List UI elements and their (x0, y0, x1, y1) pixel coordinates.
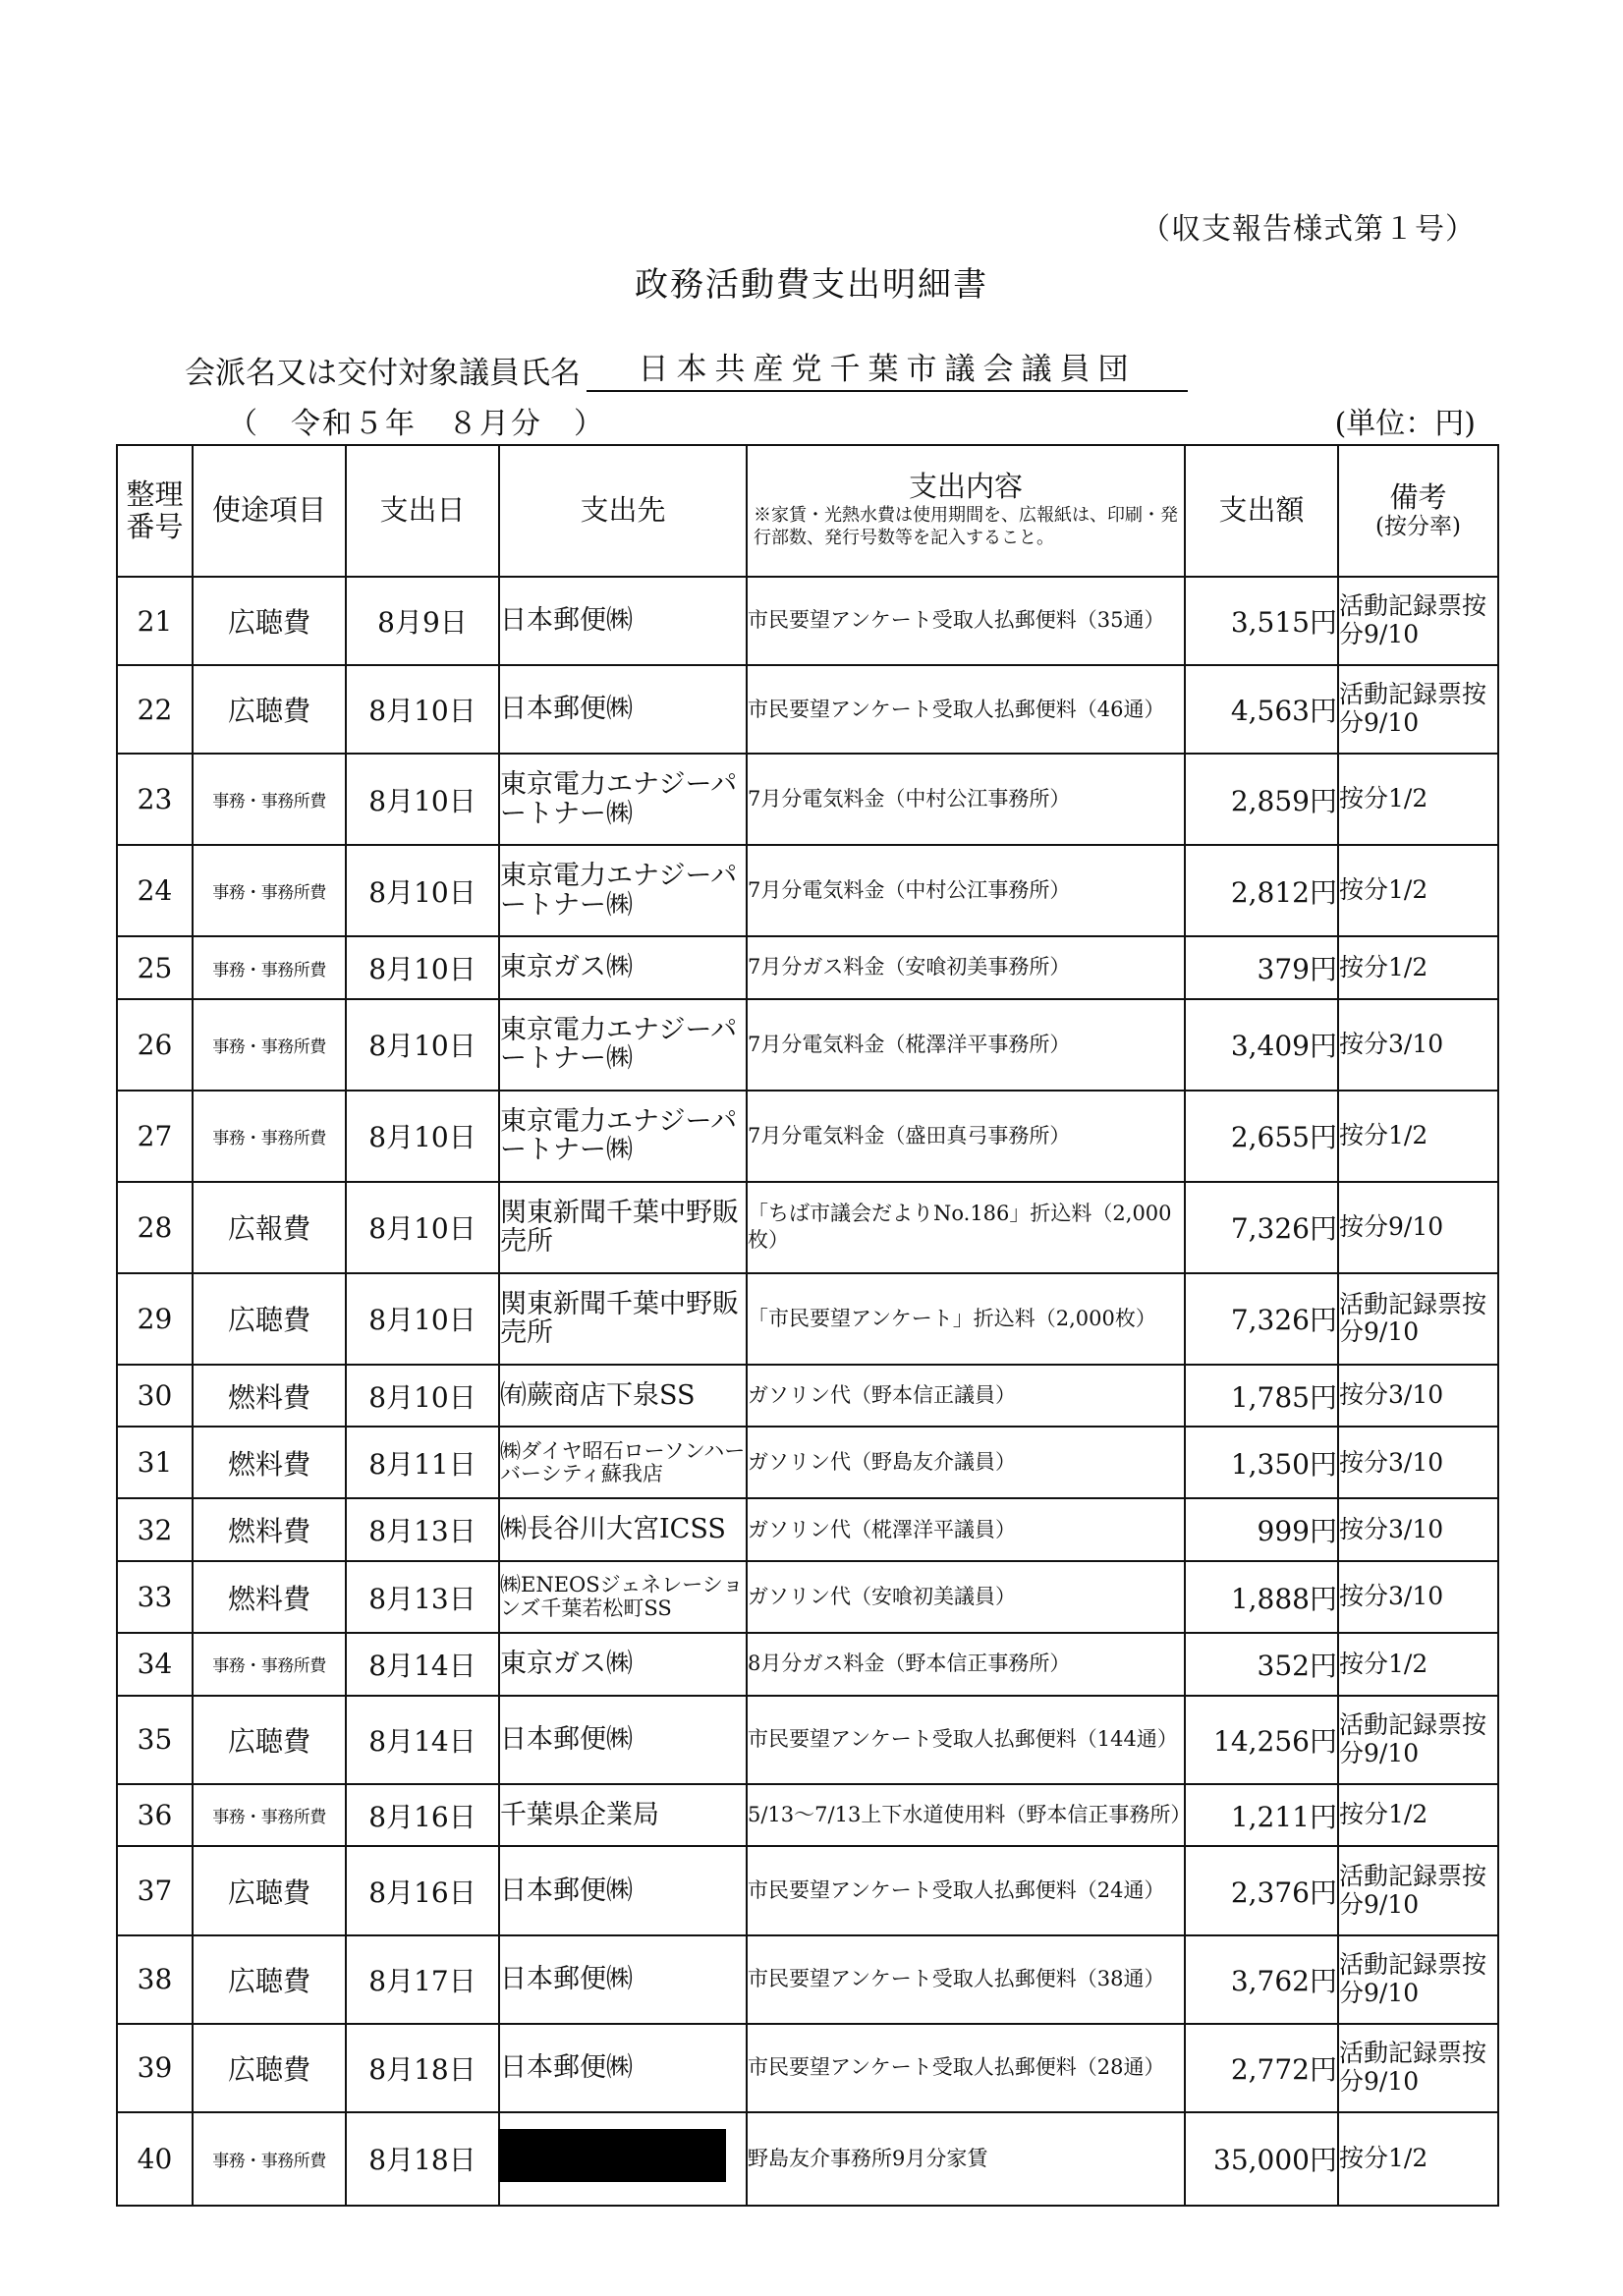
row-amount: 3,762円 (1185, 1935, 1338, 2024)
row-content: 「市民要望アンケート」折込料（2,000枚） (747, 1273, 1185, 1365)
row-amount: 7,326円 (1185, 1273, 1338, 1365)
table-row (117, 1633, 1498, 1696)
table-row (117, 577, 1498, 665)
row-number: 39 (117, 2024, 193, 2112)
row-content: ガソリン代（安喰初美議員） (747, 1561, 1185, 1633)
row-payee (499, 2112, 747, 2206)
table-row (117, 1784, 1498, 1847)
row-amount: 352円 (1185, 1633, 1338, 1696)
expenditure-table (116, 444, 1499, 2207)
row-payee: ㈲蕨商店下泉SS (499, 1365, 747, 1428)
row-date: 8月10日 (346, 754, 499, 845)
row-category: 事務・事務所費 (193, 936, 346, 999)
row-content: 野島友介事務所9月分家賃 (747, 2112, 1185, 2206)
col-header-amount: 支出額 (1185, 445, 1338, 577)
table-row (117, 1427, 1498, 1498)
table-row (117, 2112, 1498, 2206)
row-remarks: 按分9/10 (1338, 1182, 1498, 1273)
row-number: 22 (117, 665, 193, 754)
row-amount: 2,859円 (1185, 754, 1338, 845)
row-remarks: 按分3/10 (1338, 999, 1498, 1091)
row-remarks: 活動記録票按分9/10 (1338, 1696, 1498, 1784)
row-payee: 東京ガス㈱ (499, 1633, 747, 1696)
row-amount: 35,000円 (1185, 2112, 1338, 2206)
row-number: 30 (117, 1365, 193, 1428)
row-number: 23 (117, 754, 193, 845)
row-amount: 2,655円 (1185, 1091, 1338, 1182)
row-payee: ㈱ENEOSジェネレーションズ千葉若松町SS (499, 1561, 747, 1633)
row-category: 広聴費 (193, 665, 346, 754)
col-header-no: 整理番号 (117, 445, 193, 577)
row-number: 40 (117, 2112, 193, 2206)
col-header-content (747, 445, 1185, 577)
row-date: 8月18日 (346, 2024, 499, 2112)
table-body (117, 577, 1498, 2206)
row-number: 36 (117, 1784, 193, 1847)
row-number: 32 (117, 1498, 193, 1561)
col-header-date: 支出日 (346, 445, 499, 577)
col-header-category: 使途項目 (193, 445, 346, 577)
row-category: 広報費 (193, 1182, 346, 1273)
row-date: 8月17日 (346, 1935, 499, 2024)
table-row (117, 1935, 1498, 2024)
row-date: 8月13日 (346, 1498, 499, 1561)
row-payee: 日本郵便㈱ (499, 1696, 747, 1784)
row-content: ガソリン代（椛澤洋平議員） (747, 1498, 1185, 1561)
table-row (117, 754, 1498, 845)
row-amount: 3,409円 (1185, 999, 1338, 1091)
row-category: 事務・事務所費 (193, 1091, 346, 1182)
row-content: 7月分ガス料金（安喰初美事務所） (747, 936, 1185, 999)
row-amount: 2,812円 (1185, 845, 1338, 936)
row-payee: 日本郵便㈱ (499, 2024, 747, 2112)
row-amount: 1,888円 (1185, 1561, 1338, 1633)
row-amount: 7,326円 (1185, 1182, 1338, 1273)
row-payee: 東京電力エナジーパートナー㈱ (499, 754, 747, 845)
group-label: 会派名又は交付対象議員氏名 (185, 356, 581, 391)
row-number: 34 (117, 1633, 193, 1696)
row-remarks: 活動記録票按分9/10 (1338, 1846, 1498, 1934)
row-payee: 関東新聞千葉中野販売所 (499, 1273, 747, 1365)
row-content: 7月分電気料金（中村公江事務所） (747, 845, 1185, 936)
row-date: 8月18日 (346, 2112, 499, 2206)
row-date: 8月10日 (346, 1182, 499, 1273)
row-category: 事務・事務所費 (193, 1784, 346, 1847)
table-row (117, 1365, 1498, 1428)
row-content: 市民要望アンケート受取人払郵便料（144通） (747, 1696, 1185, 1784)
table-row (117, 1182, 1498, 1273)
row-category: 広聴費 (193, 1273, 346, 1365)
table-row (117, 1696, 1498, 1784)
col-header-remarks (1338, 445, 1498, 577)
row-category: 燃料費 (193, 1427, 346, 1498)
row-date: 8月16日 (346, 1784, 499, 1847)
row-content: 市民要望アンケート受取人払郵便料（24通） (747, 1846, 1185, 1934)
period: （ 令和５年 ８月分 ） (228, 407, 605, 441)
form-number: （収支報告様式第１号） (1141, 212, 1476, 247)
row-content: 市民要望アンケート受取人払郵便料（35通） (747, 577, 1185, 665)
row-payee: 東京ガス㈱ (499, 936, 747, 999)
row-payee: 関東新聞千葉中野販売所 (499, 1182, 747, 1273)
row-payee: ㈱長谷川大宮ICSS (499, 1498, 747, 1561)
row-category: 事務・事務所費 (193, 754, 346, 845)
row-date: 8月9日 (346, 577, 499, 665)
row-amount: 2,376円 (1185, 1846, 1338, 1934)
row-remarks: 按分3/10 (1338, 1561, 1498, 1633)
col-header-content-label: 支出内容 (908, 469, 1023, 503)
row-remarks: 活動記録票按分9/10 (1338, 1935, 1498, 2024)
row-number: 35 (117, 1696, 193, 1784)
row-remarks: 活動記録票按分9/10 (1338, 577, 1498, 665)
row-remarks: 按分3/10 (1338, 1365, 1498, 1428)
row-amount: 999円 (1185, 1498, 1338, 1561)
row-content: 7月分電気料金（椛澤洋平事務所） (747, 999, 1185, 1091)
row-content: 5/13～7/13上下水道使用料（野本信正事務所） (747, 1784, 1185, 1847)
row-category: 広聴費 (193, 2024, 346, 2112)
row-category: 事務・事務所費 (193, 999, 346, 1091)
row-payee: ㈱ダイヤ昭石ローソンハーバーシティ蘇我店 (499, 1427, 747, 1498)
row-category: 燃料費 (193, 1365, 346, 1428)
row-payee: 東京電力エナジーパートナー㈱ (499, 845, 747, 936)
row-amount: 1,211円 (1185, 1784, 1338, 1847)
col-header-content-note: ※家賃・光熱水費は使用期間を、広報紙は、印刷・発行部数、発行号数等を記入すること。 (754, 505, 1178, 548)
row-number: 28 (117, 1182, 193, 1273)
table-row (117, 936, 1498, 999)
row-category: 燃料費 (193, 1498, 346, 1561)
table-row (117, 1091, 1498, 1182)
row-number: 26 (117, 999, 193, 1091)
table-row (117, 1846, 1498, 1934)
row-remarks: 按分1/2 (1338, 1784, 1498, 1847)
table-row (117, 2024, 1498, 2112)
row-content: 市民要望アンケート受取人払郵便料（28通） (747, 2024, 1185, 2112)
document-title: 政務活動費支出明細書 (635, 265, 988, 305)
row-remarks: 按分1/2 (1338, 936, 1498, 999)
row-number: 27 (117, 1091, 193, 1182)
row-date: 8月10日 (346, 1273, 499, 1365)
row-amount: 379円 (1185, 936, 1338, 999)
row-payee: 日本郵便㈱ (499, 1846, 747, 1934)
row-date: 8月16日 (346, 1846, 499, 1934)
table-row (117, 999, 1498, 1091)
row-remarks: 按分1/2 (1338, 2112, 1498, 2206)
row-payee: 東京電力エナジーパートナー㈱ (499, 1091, 747, 1182)
row-content: 市民要望アンケート受取人払郵便料（46通） (747, 665, 1185, 754)
row-category: 事務・事務所費 (193, 845, 346, 936)
row-date: 8月10日 (346, 845, 499, 936)
row-category: 広聴費 (193, 1846, 346, 1934)
row-number: 37 (117, 1846, 193, 1934)
col-header-remarks-sub: (按分率) (1375, 514, 1461, 540)
row-remarks: 活動記録票按分9/10 (1338, 1273, 1498, 1365)
header-row (117, 445, 1498, 577)
row-payee: 千葉県企業局 (499, 1784, 747, 1847)
row-date: 8月10日 (346, 936, 499, 999)
row-amount: 1,785円 (1185, 1365, 1338, 1428)
unit-label: (単位：円) (1334, 407, 1476, 441)
row-content: ガソリン代（野島友介議員） (747, 1427, 1185, 1498)
table-row (117, 845, 1498, 936)
row-category: 広聴費 (193, 577, 346, 665)
row-amount: 3,515円 (1185, 577, 1338, 665)
row-amount: 4,563円 (1185, 665, 1338, 754)
row-content: 7月分電気料金（中村公江事務所） (747, 754, 1185, 845)
group-name: 日本共産党千葉市議会議員団 (587, 344, 1188, 392)
row-date: 8月14日 (346, 1633, 499, 1696)
row-payee: 日本郵便㈱ (499, 665, 747, 754)
table-row (117, 1273, 1498, 1365)
row-number: 29 (117, 1273, 193, 1365)
row-number: 31 (117, 1427, 193, 1498)
row-category: 広聴費 (193, 1696, 346, 1784)
row-remarks: 活動記録票按分9/10 (1338, 2024, 1498, 2112)
row-date: 8月11日 (346, 1427, 499, 1498)
row-remarks: 按分3/10 (1338, 1427, 1498, 1498)
row-payee: 東京電力エナジーパートナー㈱ (499, 999, 747, 1091)
row-payee: 日本郵便㈱ (499, 577, 747, 665)
table-row (117, 1498, 1498, 1561)
row-date: 8月14日 (346, 1696, 499, 1784)
row-date: 8月10日 (346, 999, 499, 1091)
row-category: 燃料費 (193, 1561, 346, 1633)
row-number: 25 (117, 936, 193, 999)
row-content: 8月分ガス料金（野本信正事務所） (747, 1633, 1185, 1696)
row-category: 事務・事務所費 (193, 1633, 346, 1696)
col-header-payee: 支出先 (499, 445, 747, 577)
row-content: 「ちば市議会だよりNo.186」折込料（2,000枚） (747, 1182, 1185, 1273)
row-category: 広聴費 (193, 1935, 346, 2024)
table-row (117, 665, 1498, 754)
row-amount: 14,256円 (1185, 1696, 1338, 1784)
row-content: 7月分電気料金（盛田真弓事務所） (747, 1091, 1185, 1182)
row-content: ガソリン代（野本信正議員） (747, 1365, 1185, 1428)
row-remarks: 活動記録票按分9/10 (1338, 665, 1498, 754)
row-payee: 日本郵便㈱ (499, 1935, 747, 2024)
row-amount: 2,772円 (1185, 2024, 1338, 2112)
row-date: 8月10日 (346, 1091, 499, 1182)
table-row (117, 1561, 1498, 1633)
row-content: 市民要望アンケート受取人払郵便料（38通） (747, 1935, 1185, 2024)
row-remarks: 按分1/2 (1338, 845, 1498, 936)
row-amount: 1,350円 (1185, 1427, 1338, 1498)
col-header-remarks-label: 備考 (1389, 480, 1447, 515)
row-category: 事務・事務所費 (193, 2112, 346, 2206)
row-number: 38 (117, 1935, 193, 2024)
row-date: 8月10日 (346, 1365, 499, 1428)
row-number: 33 (117, 1561, 193, 1633)
redaction-block (498, 2129, 726, 2182)
row-date: 8月10日 (346, 665, 499, 754)
row-remarks: 按分3/10 (1338, 1498, 1498, 1561)
row-number: 24 (117, 845, 193, 936)
row-date: 8月13日 (346, 1561, 499, 1633)
row-number: 21 (117, 577, 193, 665)
row-remarks: 按分1/2 (1338, 754, 1498, 845)
group-row (185, 344, 1188, 392)
row-remarks: 按分1/2 (1338, 1091, 1498, 1182)
row-remarks: 按分1/2 (1338, 1633, 1498, 1696)
